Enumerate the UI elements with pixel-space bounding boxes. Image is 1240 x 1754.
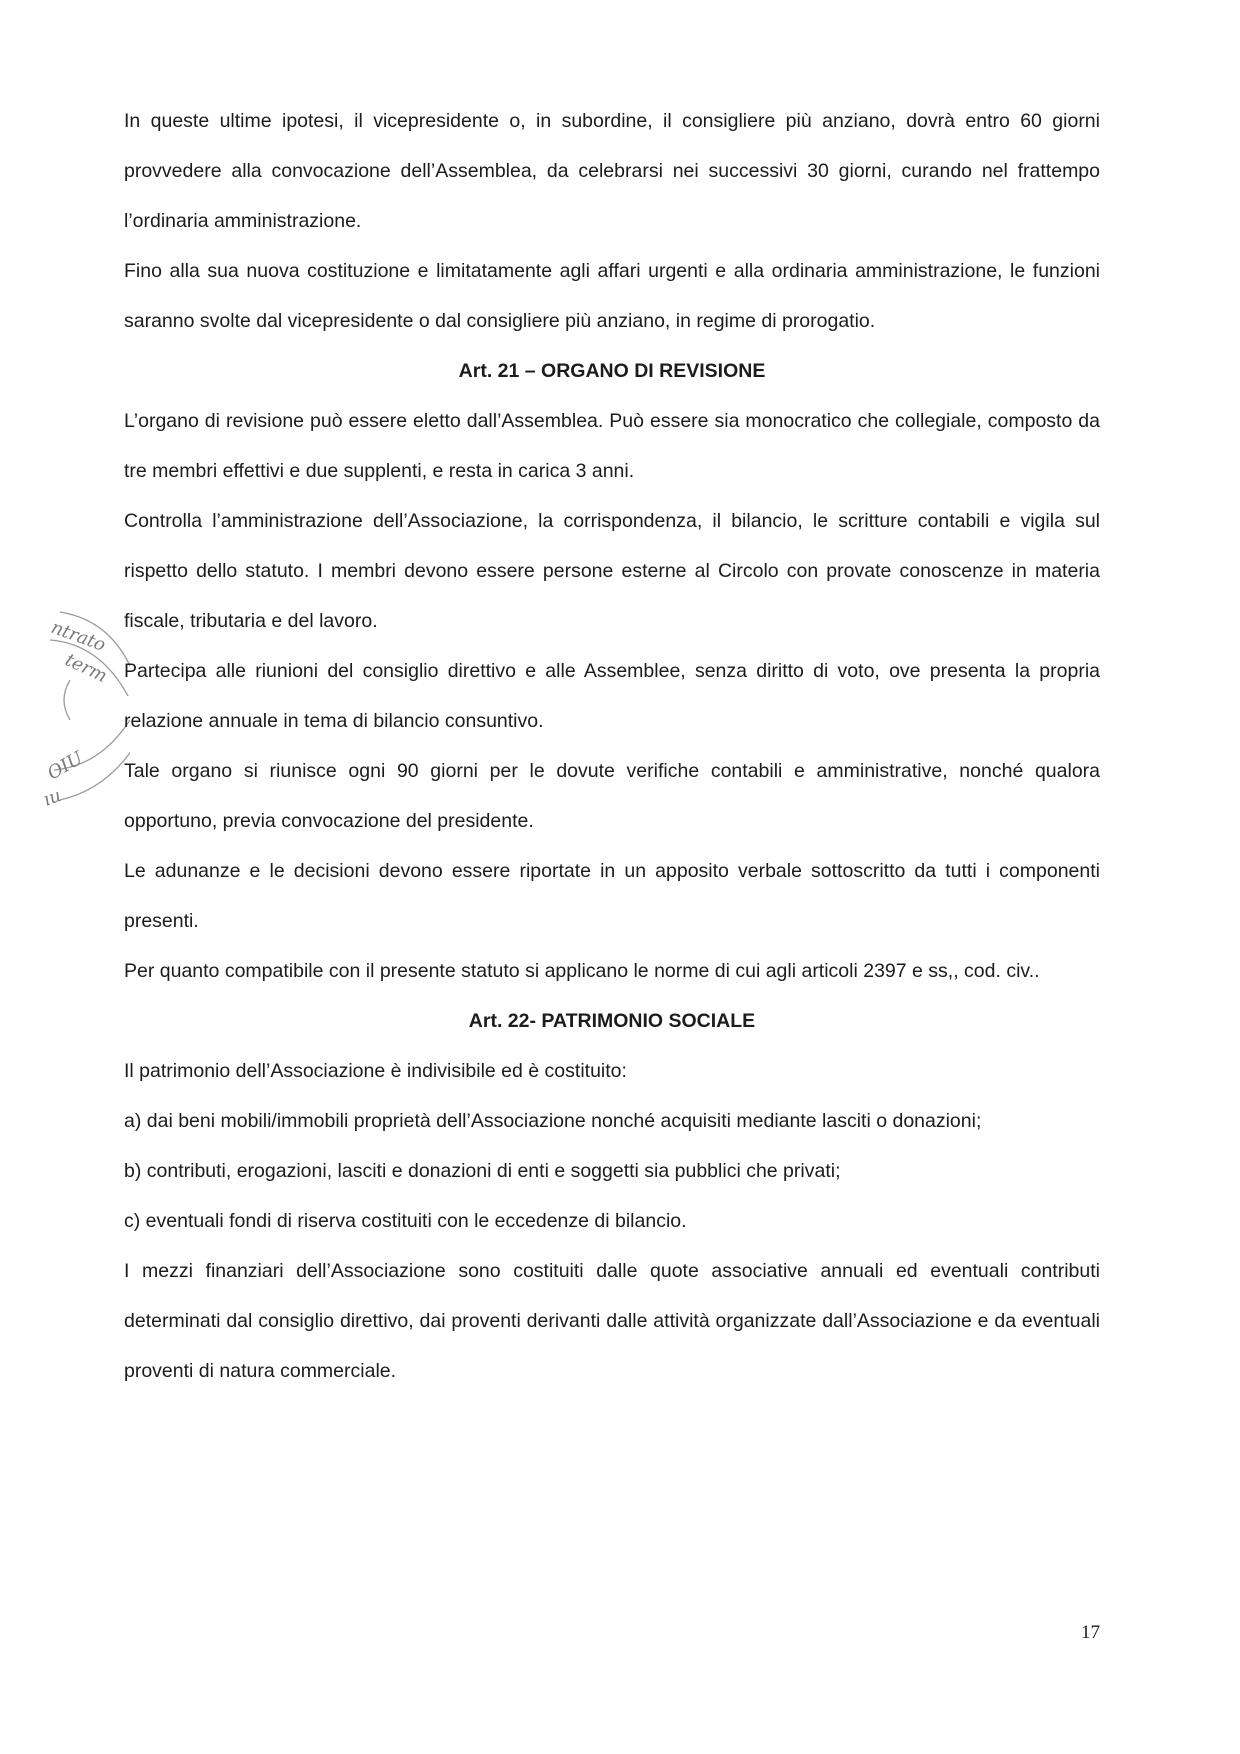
svg-text:OIU: OIU [44,747,87,785]
svg-text:ntrato: ntrato [48,616,109,656]
list-item: b) contributi, erogazioni, lasciti e donazioni di enti e soggetti sia pubblici che privati; [124,1160,841,1182]
paragraph: Il patrimonio dell’Associazione è indivisibile ed è costituito: [124,1060,627,1082]
document-body [124,96,1100,1396]
svg-text:term: term [61,649,111,687]
paragraph: Le adunanze e le decisioni devono essere riportate in un apposito verbale sottoscritto da tutti i componenti presenti. [124,860,1100,932]
paragraph: Per quanto compatibile con il presente statuto si applicano le norme di cui agli articoli 2397 e ss,, cod. civ.. [124,960,1040,982]
paragraph: Tale organo si riunisce ogni 90 giorni per le dovute verifiche contabili e amministrative, nonché qualora opportuno, previa convocazione del presidente. [124,760,1100,832]
svg-text:ıu: ıu [40,785,65,811]
article-heading: Art. 21 – ORGANO DI REVISIONE [458,360,766,382]
paragraph: L’organo di revisione può essere eletto dall’Assemblea. Può essere sia monocratico che collegiale, composto da tre membri effettivi e due supplenti, e resta in carica 3 anni. [124,410,1100,482]
paragraph: Fino alla sua nuova costituzione e limitatamente agli affari urgenti e alla ordinaria amministrazione, le funzioni saranno svolte dal vicepresidente o dal consigliere più anziano, in regime di prorogatio. [124,260,1100,332]
article-heading: Art. 22- PATRIMONIO SOCIALE [468,1010,756,1032]
page-number: 17 [1081,1622,1100,1643]
paragraph: I mezzi finanziari dell’Associazione sono costituiti dalle quote associative annuali ed eventuali contributi determinati dal consiglio direttivo, dai proventi derivanti dalle attività organizzate dall’Associazione e da eventuali proventi di natura commerciale. [124,1260,1100,1382]
paragraph: In queste ultime ipotesi, il vicepresidente o, in subordine, il consigliere più anziano, dovrà entro 60 giorni provvedere alla convocazione dell’Assemblea, da celebrarsi nei successivi 30 giorni, curando nel frattempo l’ordinaria amministrazione. [124,110,1100,232]
list-item: a) dai beni mobili/immobili proprietà dell’Associazione nonché acquisiti mediante lasciti o donazioni; [124,1110,982,1132]
paragraph: Controlla l’amministrazione dell’Associazione, la corrispondenza, il bilancio, le scritture contabili e vigila sul rispetto dello statuto. I membri devono essere persone esterne al Circolo con provate conoscenze in materia fiscale, tributaria e del lavoro. [124,510,1100,632]
paragraph: Partecipa alle riunioni del consiglio direttivo e alle Assemblee, senza diritto di voto, ove presenta la propria relazione annuale in tema di bilancio consuntivo. [124,660,1100,732]
stamp-mark-partial [40,600,130,840]
list-item: c) eventuali fondi di riserva costituiti con le eccedenze di bilancio. [124,1210,687,1232]
